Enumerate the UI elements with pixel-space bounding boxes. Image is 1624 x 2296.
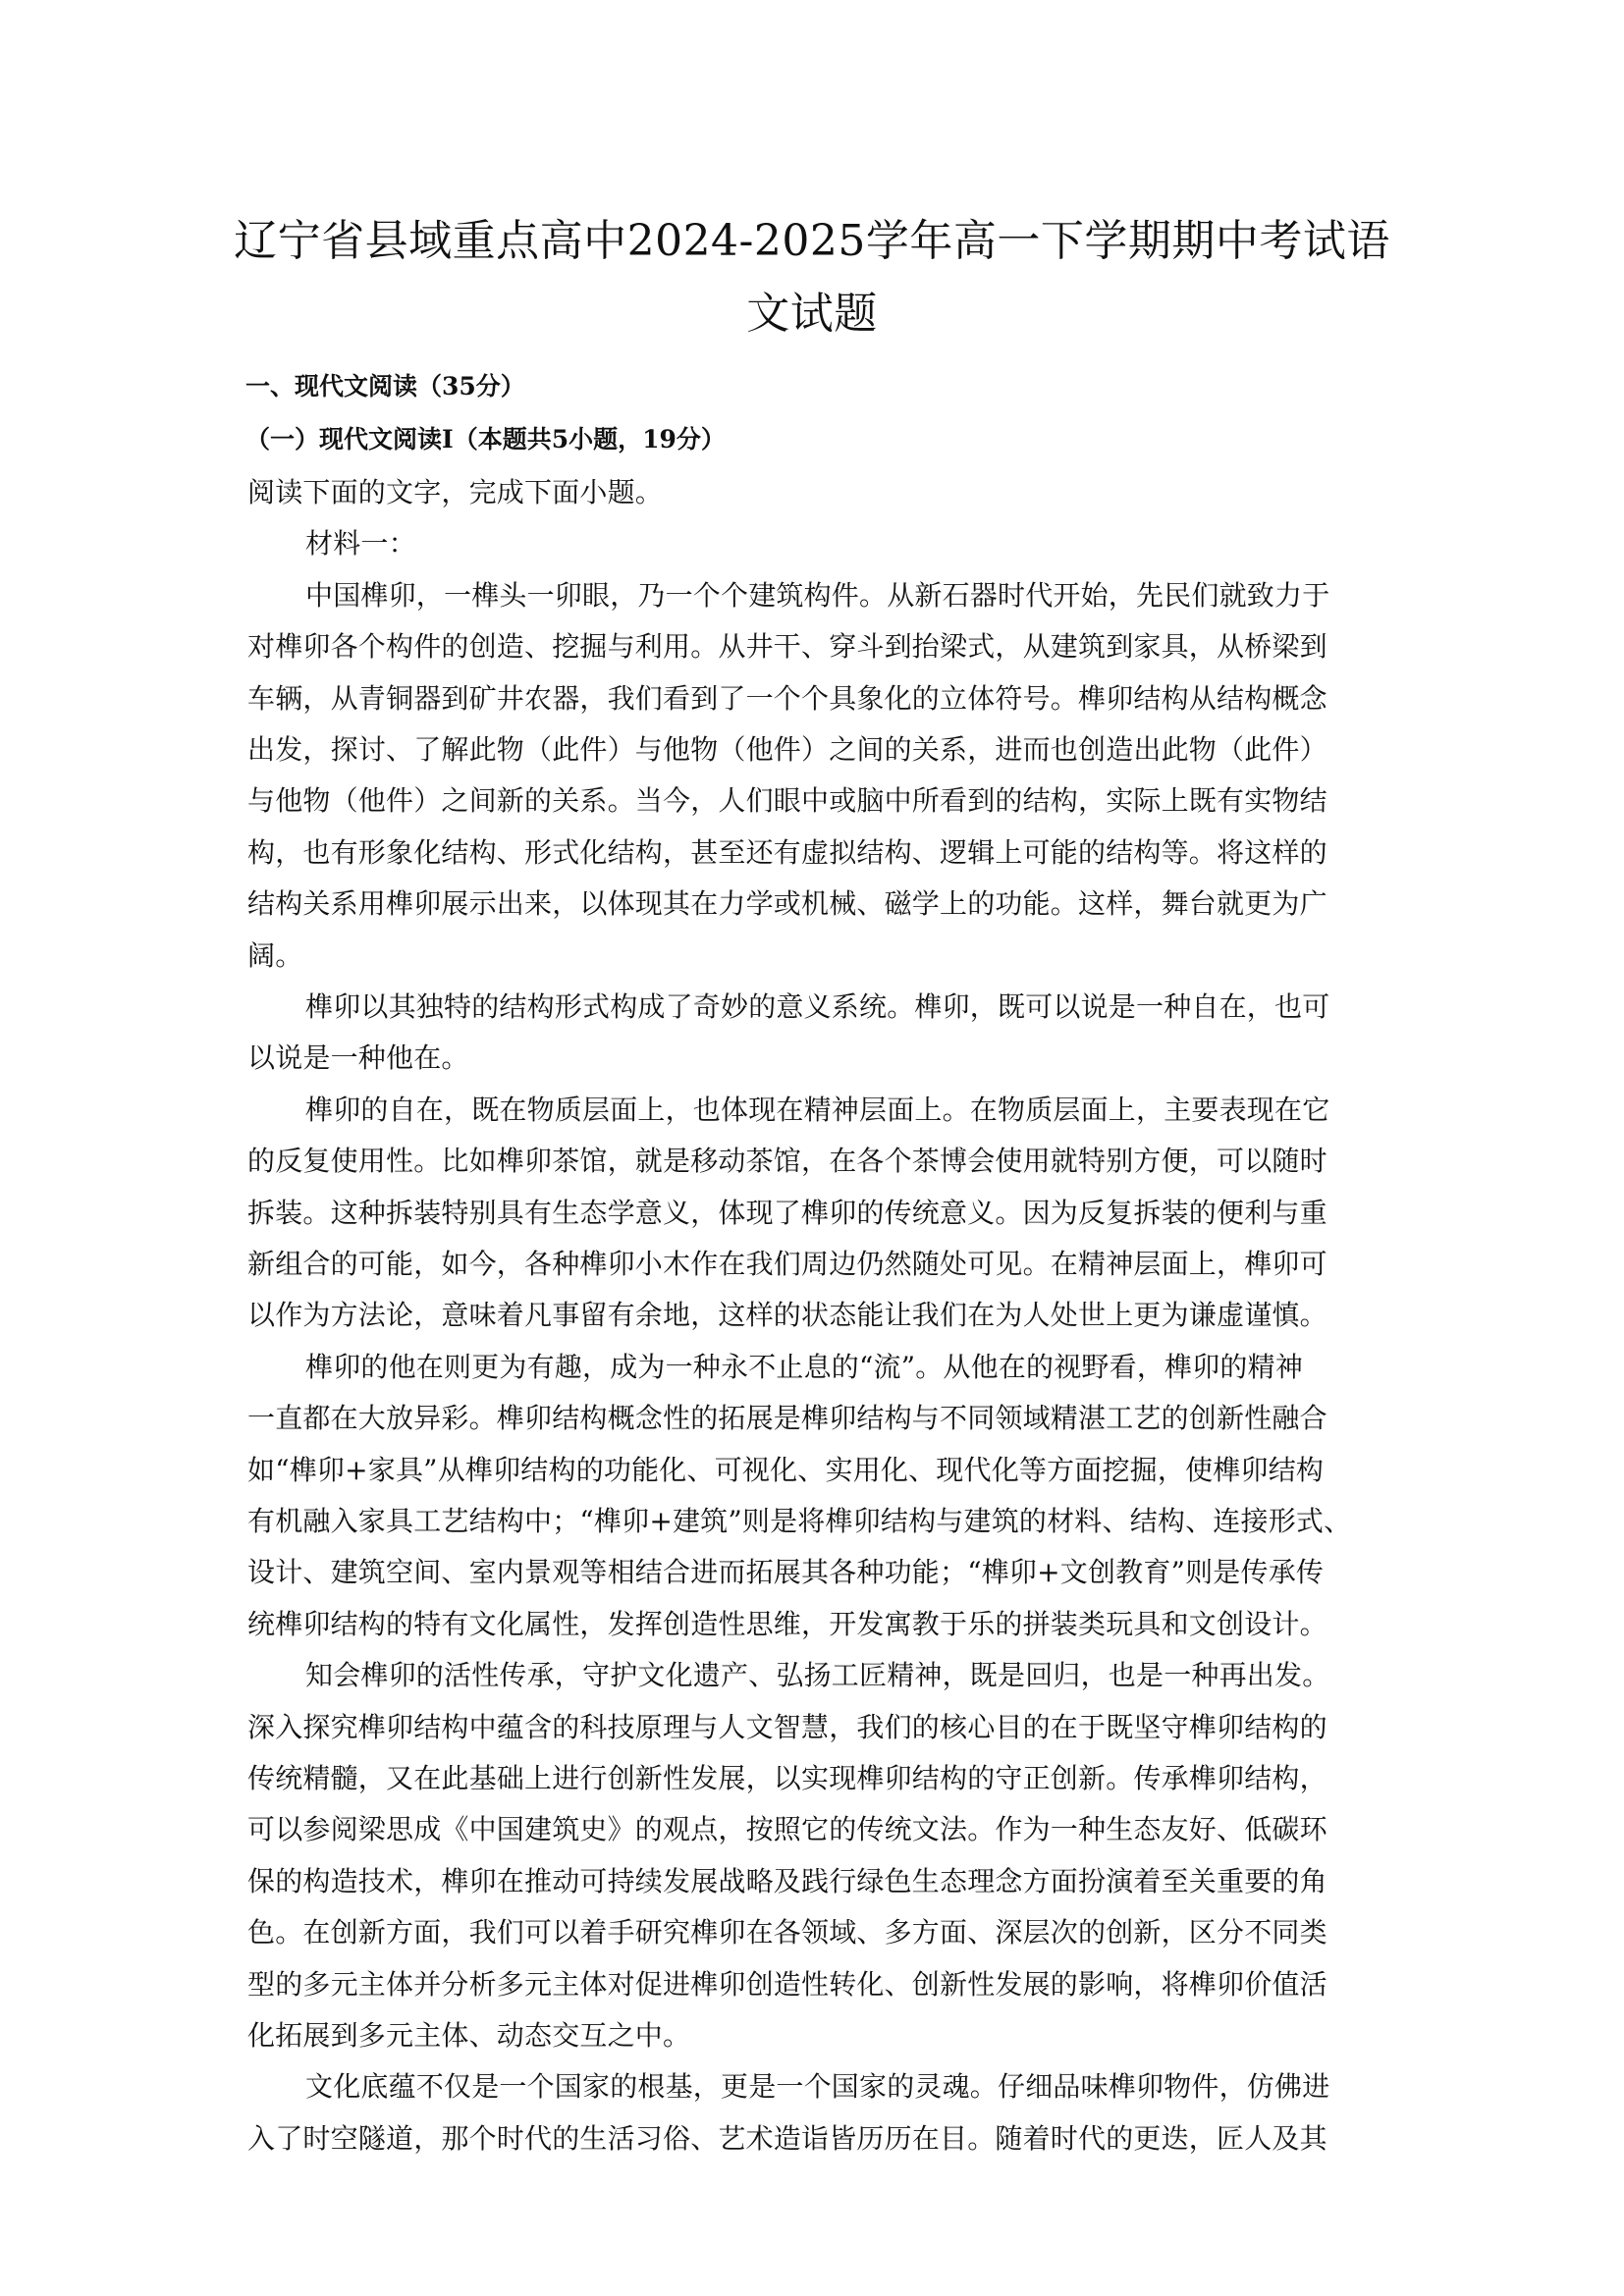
passage-line: 对榫卯各个构件的创造、挖掘与利用。从井干、穿斗到抬梁式，从建筑到家具，从桥梁到 <box>247 630 1327 663</box>
section-heading: 一、现代文阅读（35分） <box>245 372 525 400</box>
passage-line: 色。在创新方面，我们可以着手研究榫卯在各领域、多方面、深层次的创新，区分不同类 <box>247 1916 1327 1949</box>
passage-line: 深入探究榫卯结构中蕴含的科技原理与人文智慧，我们的核心目的在于既坚守榫卯结构的 <box>247 1711 1327 1743</box>
passage-line: 中国榫卯，一榫头一卯眼，乃一个个建筑构件。从新石器时代开始，先民们就致力于 <box>305 579 1330 612</box>
passage-line: 新组合的可能，如今，各种榫卯小木作在我们周边仍然随处可见。在精神层面上，榫卯可 <box>247 1248 1327 1280</box>
passage-line: 榫卯以其独特的结构形式构成了奇妙的意义系统。榫卯，既可以说是一种自在，也可 <box>305 990 1330 1023</box>
passage-line: 拆装。这种拆装特别具有生态学意义，体现了榫卯的传统意义。因为反复拆装的便利与重 <box>247 1197 1327 1229</box>
passage-line: 阅读下面的文字，完成下面小题。 <box>247 476 664 508</box>
passage-line: 阔。 <box>247 939 303 972</box>
passage-line: 入了时空隧道，那个时代的生活习俗、艺术造诣皆历历在目。随着时代的更迭，匠人及其 <box>247 2122 1327 2155</box>
passage-line: 保的构造技术，榫卯在推动可持续发展战略及践行绿色生态理念方面扮演着至关重要的角 <box>247 1865 1327 1897</box>
passage-line: 知会榫卯的活性传承，守护文化遗产、弘扬工匠精神，既是回归，也是一种再出发。 <box>305 1659 1330 1691</box>
passage-line: 构，也有形象化结构、形式化结构，甚至还有虚拟结构、逻辑上可能的结构等。将这样的 <box>247 836 1327 869</box>
passage-line: 车辆，从青铜器到矿井农器，我们看到了一个个具象化的立体符号。榫卯结构从结构概念 <box>247 682 1327 715</box>
passage-line: 出发，探讨、了解此物（此件）与他物（他件）之间的关系，进而也创造出此物（此件） <box>247 733 1327 766</box>
passage-line: 以说是一种他在。 <box>247 1041 469 1074</box>
passage-line: 文化底蕴不仅是一个国家的根基，更是一个国家的灵魂。仔细品味榫卯物件，仿佛进 <box>305 2070 1330 2103</box>
passage-line: 材料一： <box>305 527 416 560</box>
passage-line: 有机融入家具工艺结构中；“榫卯+建筑”则是将榫卯结构与建筑的材料、结构、连接形式、 <box>247 1505 1352 1537</box>
passage-line: 化拓展到多元主体、动态交互之中。 <box>247 2019 691 2052</box>
document-title-line-2: 文试题 <box>746 289 878 339</box>
subsection-heading: （一）现代文阅读Ⅰ（本题共5小题，19分） <box>245 425 726 454</box>
passage-line: 统榫卯结构的特有文化属性，发挥创造性思维，开发寓教于乐的拼装类玩具和文创设计。 <box>247 1608 1327 1640</box>
document-title-line-1: 辽宁省县域重点高中2024-2025学年高一下学期期中考试语 <box>234 216 1390 266</box>
passage-line: 一直都在大放异彩。榫卯结构概念性的拓展是榫卯结构与不同领域精湛工艺的创新性融合 <box>247 1402 1327 1434</box>
passage-line: 结构关系用榫卯展示出来，以体现其在力学或机械、磁学上的功能。这样，舞台就更为广 <box>247 887 1327 920</box>
passage-line: 可以参阅梁思成《中国建筑史》的观点，按照它的传统文法。作为一种生态友好、低碳环 <box>247 1813 1327 1845</box>
passage-line: 榫卯的自在，既在物质层面上，也体现在精神层面上。在物质层面上，主要表现在它 <box>305 1094 1330 1126</box>
passage-line: 与他物（他件）之间新的关系。当今，人们眼中或脑中所看到的结构，实际上既有实物结 <box>247 784 1327 817</box>
passage-line: 如“榫卯+家具”从榫卯结构的功能化、可视化、实用化、现代化等方面挖掘，使榫卯结构 <box>247 1454 1325 1486</box>
passage-line: 设计、建筑空间、室内景观等相结合进而拓展其各种功能；“榫卯+文创教育”则是传承传 <box>247 1556 1325 1588</box>
passage-line: 传统精髓，又在此基础上进行创新性发展，以实现榫卯结构的守正创新。传承榫卯结构， <box>247 1762 1327 1794</box>
passage-line: 榫卯的他在则更为有趣，成为一种永不止息的“流”。从他在的视野看，榫卯的精神 <box>305 1351 1304 1383</box>
passage-line: 以作为方法论，意味着凡事留有余地，这样的状态能让我们在为人处世上更为谦虚谨慎。 <box>247 1299 1327 1331</box>
passage-line: 型的多元主体并分析多元主体对促进榫卯创造性转化、创新性发展的影响，将榫卯价值活 <box>247 1968 1327 2001</box>
passage-line: 的反复使用性。比如榫卯茶馆，就是移动茶馆，在各个茶博会使用就特别方便，可以随时 <box>247 1145 1327 1177</box>
